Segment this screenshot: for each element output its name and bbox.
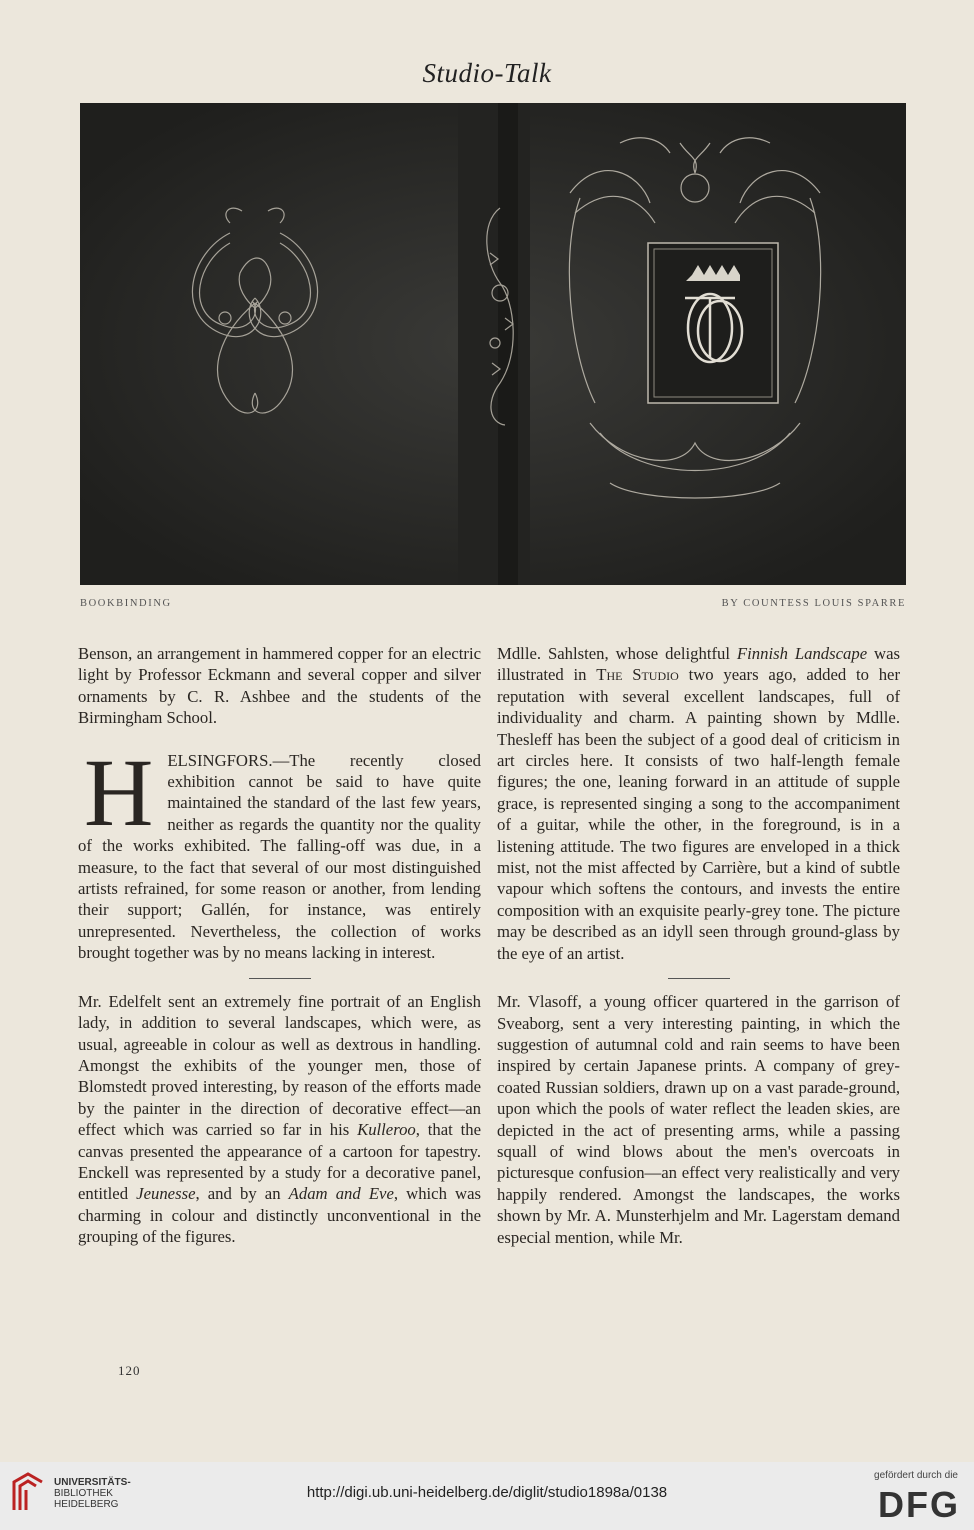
drop-cap: H (84, 738, 154, 846)
paragraph-sahlsten (497, 643, 900, 964)
plate-caption-credit: BY COUNTESS LOUIS SPARRE (721, 598, 906, 609)
library-name-line: UNIVERSITÄTS- (54, 1477, 131, 1488)
paragraph-helsingfors (78, 738, 481, 964)
bookbinding-plate (80, 103, 906, 585)
paragraph-text: Mdlle. Sahlsten, whose delightful (497, 644, 737, 663)
section-rule (249, 978, 311, 979)
paragraph-text: was illustrated in (497, 644, 901, 685)
paragraph-text: , that the canvas presented the appearance of a cartoon for tapestry. Enckell was represented by a study for a decorative panel, entitled (78, 1120, 481, 1204)
paragraph-text: two years ago, added to her reputation with several excellent landscapes, full of individuality and charm. A painting shown by Mdlle. Thesleff has been the subject of a good deal of criticism in art circles here. It consists of two half-length female figures; the one, leaning forward in an attitude of supple grace, is represented singing a song to the accompaniment of a guitar, while the other, in the foreground, is in a listening attitude. The two figures are enveloped in a thick mist, not the mist affected by Carrière, but a kind of subtle vapour which softens the contours, and invests the entire composition with an exquisite pearly-grey tone. The picture may be described as an idyll seen through ground-glass by the eye of an artist. (497, 665, 901, 963)
paragraph-text: , and by an (195, 1184, 289, 1204)
paragraph-text: Mr. Edelfelt sent an extremely fine portrait of an English lady, in addition to several landscapes, which were, as usual, agreeable in colour as well as dextrous in handling. Amongst the exhibits of the younger men, those of Blomstedt proved interesting, by reason of the efforts made by the painter in the direction of decorative effect—an effect which was carried so far in his (78, 991, 481, 1140)
digitization-footer (0, 1462, 974, 1530)
artwork-title: Finnish Landscape (736, 644, 868, 663)
paragraph-vlasoff: Mr. Vlasoff, a young officer quartered in the garrison of Sveaborg, sent a very interesting painting, in which the suggestion of autumnal cold and rain seems to have been inspired by certain Japanese prints. A company of grey-coated Russian soldiers, drawn up on a vast parade-ground, upon which the pools of water reflect the leaden skies, are depicted in the act of presenting arms, while a passing squall of wind blows about the men's overcoats in picturesque confusion—an effect very realistically and very happily rendered. Amongst the landscapes, the works shown by Mr. A. Munsterhjelm and Mr. Lagerstam demand especial mention, while Mr. (497, 992, 900, 1247)
permalink[interactable]: http://digi.ub.uni-heidelberg.de/diglit/studio1898a/0138 (306, 1484, 668, 1501)
section-rule (668, 978, 730, 979)
paragraph-text: ELSINGFORS.—The recently closed exhibition cannot be said to have quite maintained the standard of the last few years, neither as regards the quantity nor the quality of the works exhibited. The falling-off was due, in a measure, to the fact that several of our most distinguished artists refrained, for some reason or another, from lending their support; Gallén, for instance, was entirely unrepresented. Nevertheless, the collection of works brought together was by no means lacking in interest. (78, 750, 481, 963)
library-name-line: HEIDELBERG (54, 1499, 119, 1510)
dfg-logo: DFG (878, 1484, 960, 1525)
plate-caption-title: BOOKBINDING (80, 598, 172, 609)
running-head: Studio-Talk (422, 58, 552, 88)
publication-name: The Studio (596, 665, 679, 685)
artwork-title: Adam and Eve (288, 1184, 394, 1204)
paragraph-edelfelt (78, 991, 481, 1248)
artwork-title: Kulleroo (357, 1120, 416, 1140)
page-number: 120 (118, 1363, 141, 1378)
library-name-line: BIBLIOTHEK (54, 1488, 113, 1499)
paragraph: Benson, an arrangement in hammered copper for an electric light by Professor Eckmann and several copper and silver ornaments by C. R. Ashbee and the students of the Birmingham School. (78, 644, 481, 728)
left-column (78, 643, 481, 1248)
artwork-title: Jeunesse (136, 1184, 196, 1204)
right-column (497, 643, 900, 1248)
paragraph-text: , which was charming in colour and distinctly unconventional in the grouping of the figures. (78, 1184, 481, 1247)
funding-note: gefördert durch die (874, 1470, 958, 1481)
